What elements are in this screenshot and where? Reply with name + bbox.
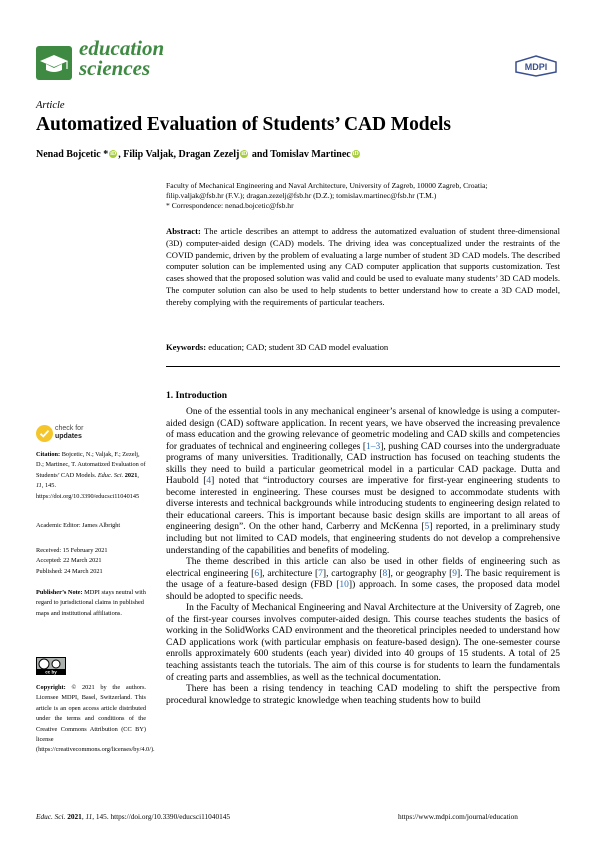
publisher-note (36, 588, 146, 619)
published-date: Published: 24 March 2021 (36, 567, 103, 575)
orcid-icon[interactable]: iD (352, 151, 359, 157)
journal-name-line2: sciences (79, 56, 151, 80)
journal-logo-icon (36, 46, 72, 80)
cc-license-badge[interactable] (36, 657, 66, 675)
orcid-icon[interactable]: iD (241, 151, 248, 157)
text-run: ], or geography [ (387, 568, 453, 579)
text-run: ] noted that “introductory courses are imperative for first-year engineering students to become interested in engineering. These courses must be designed to accommodate students with diverse interests and technical backgrounds while introducing students to engineering design related to their educational careers. This is important because basic design skills are important to all areas of engineering design”. On the other hand, Carberry and McKenna [ (166, 476, 560, 533)
text-run: ], architecture [ (259, 568, 319, 579)
reference-link[interactable]: 6 (254, 568, 260, 579)
article-type: Article (36, 100, 65, 111)
copyright-block (36, 683, 155, 756)
citation-volume: , 11 (36, 471, 139, 490)
text-run: ]. The basic requirement is the usage of a feature-based design (FBD [ (166, 568, 561, 591)
citation-year: 2021 (123, 471, 138, 479)
reference-link[interactable]: 7 (318, 568, 323, 579)
publisher-note-label: Publisher’s Note: (36, 589, 83, 596)
paragraph (166, 407, 560, 557)
keywords-text: education; CAD; student 3D CAD model evaluation (206, 342, 389, 352)
reference-link[interactable]: 9 (452, 568, 458, 579)
paragraph (166, 557, 560, 603)
citation-doi[interactable]: , 145. https://doi.org/10.3390/educsci11040145 (36, 482, 140, 500)
divider (166, 366, 560, 367)
affiliation (166, 181, 560, 211)
journal-name (79, 38, 164, 78)
affiliation-emails: filip.valjak@fsb.hr (F.V.); dragan.zezelj@fsb.hr (D.Z.); tomislav.martinec@fsb.hr (T.M.) (166, 191, 437, 200)
citation-block (36, 450, 146, 502)
keywords-label: Keywords: (166, 342, 207, 352)
authors-middle[interactable]: , Filip Valjak, Dragan Zezelj (118, 149, 240, 160)
footer-url[interactable]: https://www.mdpi.com/journal/education (398, 812, 518, 821)
abstract-text: The article describes an attempt to address the automatized evaluation of student three-dimensional (3D) computer-aided design (CAD) models. The driving idea was conceptualized under the restraints of the COVID pandemic, driven by the problem of evaluating a large number of student 3D CAD models. The described computer solution can be implemented using any CAD computer application that supports customization. Test cases showed that the proposed solution was valid and could be used to evaluate many students’ 3D CAD models. The computer solution can also be used to help students to better understand how to create a 3D CAD model, thereby complying with the requirements of particular teachers. (166, 226, 560, 307)
abstract-label: Abstract: (166, 226, 201, 236)
correspondence: * Correspondence: nenad.bojcetic@fsb.hr (166, 201, 294, 210)
publisher-name: MDPI (524, 62, 548, 72)
section-heading: 1. Introduction (166, 391, 228, 401)
dates-block (36, 546, 146, 577)
affiliation-line: Faculty of Mechanical Engineering and Naval Architecture, University of Zagreb, 10000 Zagreb, Croatia; (166, 181, 488, 190)
footer-doi[interactable]: , 145. https://doi.org/10.3390/educsci11040145 (92, 812, 231, 821)
check-updates-icon (36, 425, 53, 442)
check-updates-line2: updates (55, 432, 82, 440)
text-run: ], cartography [ (322, 568, 383, 579)
copyright-text: © 2021 by the authors. Licensee MDPI, Basel, Switzerland. This article is an open access article distributed under the terms and conditions of the Creative Commons Attribution (CC BY) license (https://creativecommons.org/licenses/by/4.0/). (36, 684, 155, 754)
page-title: Automatized Evaluation of Students’ CAD Models (36, 114, 451, 135)
paragraph: In the Faculty of Mechanical Engineering and Naval Architecture at the University of Zagreb, one of the first-year courses involves computer-aided design. This course teaches students the basics of working in the SolidWorks CAD environment and the theoretical principles needed to understand how CAD applications work (with particular emphasis on feature-based design). The one-semester course enrolls approximately 600 students (each year) divided into 40 groups of 15 students. A total of 25 teaching assistants teach the tutorials. The aim of this course is for students to learn the fundamentals of creating parts and assemblies, as well as the technical documentation. (166, 603, 560, 683)
received-date: Received: 15 February 2021 (36, 547, 108, 554)
reference-link[interactable]: 5 (424, 522, 430, 533)
reference-link[interactable]: 8 (382, 568, 388, 579)
text-run: One of the essential tools in any mechanical engineer’s arsenal of knowledge is using a computer-aided design (CAD) software application. In recent years, we have observed the increasing prevalence of mass education and the growing relevance of geometric modeling and CAD skills and competencies for graduates of technical and engineering colleges [ (166, 407, 560, 452)
author-last[interactable]: and Tomislav Martinec (249, 149, 351, 160)
author-1[interactable]: Nenad Bojcetic * (36, 149, 109, 160)
publisher-logo (514, 55, 558, 77)
publisher-note-text: MDPI stays neutral with regard to jurisdictional claims in published maps and institutional affiliations. (36, 589, 146, 617)
text-run: The theme described in this article can also be used in other fields of engineering such as electrical engineering [ (166, 557, 560, 579)
footer-citation (36, 812, 230, 821)
footer-volume: , 11 (81, 812, 93, 821)
orcid-icon[interactable]: iD (110, 151, 117, 157)
citation-journal: Educ. Sci. (97, 471, 124, 479)
footer-journal: Educ. Sci. (36, 812, 66, 821)
check-updates-label (55, 425, 83, 440)
footer-year: 2021 (65, 812, 82, 821)
reference-link[interactable]: 1–3 (366, 441, 381, 452)
reference-link[interactable]: 10 (339, 580, 349, 591)
accepted-date: Accepted: 22 March 2021 (36, 557, 102, 565)
text-run: ], pushing CAD courses into the undergraduate programs of many universities. Traditionally, CAD instruction has focused on teaching students the skills they need to build a particular geometrical model in a particular CAD package. Dutta and Haubold [ (166, 441, 560, 487)
paragraph: There has been a rising tendency in teaching CAD modeling to shift the perspective from procedural knowledge to strategic knowledge when teaching students how to build (166, 684, 560, 706)
check-updates-line1: check for (55, 425, 84, 432)
abstract (166, 226, 560, 309)
cc-badge-text: cc by (45, 669, 57, 675)
academic-editor: Academic Editor: James Albright (36, 522, 121, 529)
text-run: ]) approach. In some cases, the proposed data model should be adopted to specific needs. (166, 580, 560, 602)
keywords (166, 342, 560, 354)
author-list (36, 149, 361, 160)
copyright-label: Copyright: (36, 684, 66, 691)
reference-link[interactable]: 4 (206, 476, 212, 487)
journal-name-line1: education (79, 36, 165, 60)
text-run: ] reported, in a preliminary study including but not limited to CAD models, that engineering students do not develop a comprehensive understanding of the capabilities and benefits of modeling. (166, 522, 560, 556)
citation-text: Bojcetic, N.; Valjak, F.; Zezelj, D.; Martinec, T. Automatized Evaluation of Students’ CAD Models. (36, 451, 146, 479)
body-text (166, 407, 560, 707)
citation-label: Citation: (36, 451, 61, 458)
